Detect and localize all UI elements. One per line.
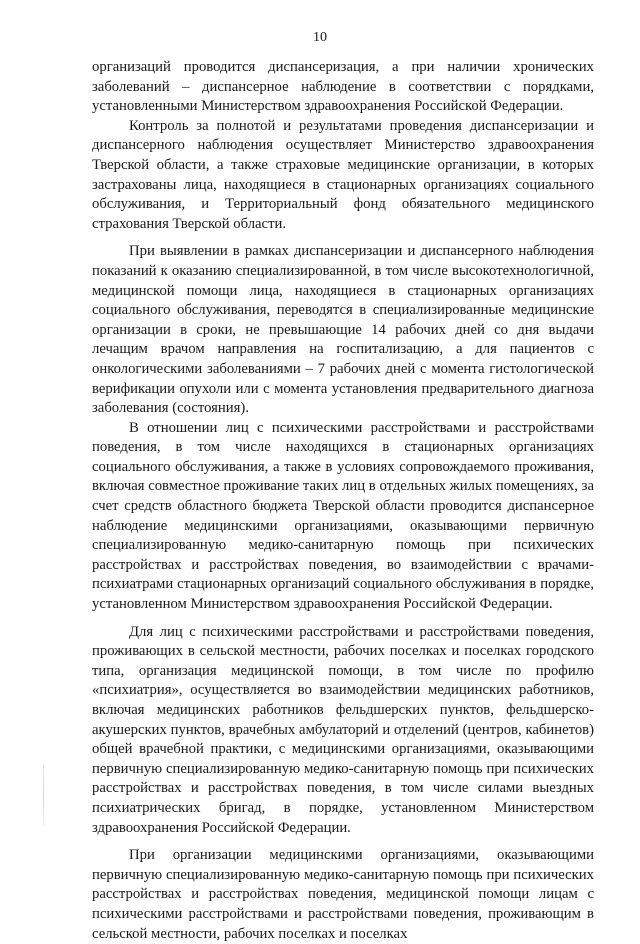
paragraph-detection: При выявлении в рамках диспансеризации и диспансерного наблюдения показаний к оказанию специализированной, в том числе высокотехнологичной, медицинской помощи лица, находящиеся в стационарных организациях социального обслуживания, переводятся в специализированные медицинские организации в сроки, не превышающие 14 рабочих дней со дня выдачи лечащим врачом направления на госпитализацию, а для пациентов с онкологическими заболеваниями – 7 рабочих дней с момента гистологической верификации опухоли или с момента установления предварительного диагноза заболевания (состояния). [92, 243, 594, 417]
scan-margin-mark [43, 765, 44, 825]
paragraph-continuation: организаций проводится диспансеризация, а при наличии хронических заболеваний – диспансерное наблюдение в соответствии с порядками, установленными Министерством здравоохранения Российской Федерации. [92, 59, 594, 115]
paragraph-rural-areas: Для лиц с психическими расстройствами и расстройствами поведения, проживающих в сельской местности, рабочих поселках и поселках городского типа, организация медицинской помощи, в том числе по профилю «психиатрия», осуществляется во взаимодействии медицинских работников, включая медицинских работников фельдшерских пунктов, фельдшерско-акушерских пунктов, врачебных амбулаторий и отделений (центров, кабинетов) общей врачебной практики, с медицинскими организациями, оказывающими первичную специализированную медико-санитарную помощь при психических расстройствах и расстройствах поведения, в том числе силами выездных психиатрических бригад, в порядке, установленном Министерством здравоохранения Российской Федерации. [92, 623, 594, 836]
page-number: 10 [313, 30, 327, 45]
paragraph-mental-disorders: В отношении лиц с психическими расстройствами и расстройствами поведения, в том числе находящихся в стационарных организациях социального обслуживания, а также в условиях сопровождаемого проживания, включая совместное проживание таких лиц в отдельных жилых помещениях, за счет средств областного бюджета Тверской области проводится диспансерное наблюдение медицинскими организациями, оказывающими первичную специализированную медико-санитарную помощь при психических расстройствах и расстройствах поведения, во взаимодействии с врачами-психиатрами стационарных организаций социального обслуживания в порядке, установленном Министерством здравоохранения Российской Федерации. [92, 419, 594, 613]
paragraph-control: Контроль за полнотой и результатами проведения диспансеризации и диспансерного наблюдения осуществляет Министерство здравоохранения Тверской области, а также страховые медицинские организации, в которых застрахованы лица, находящиеся в стационарных организациях социального обслуживания, и Территориальный фонд обязательного медицинского страхования Тверской области. [92, 117, 594, 232]
document-body [92, 58, 594, 944]
paragraph-organization: При организации медицинскими организациями, оказывающими первичную специализированную медико-санитарную помощь при психических расстройствах и расстройствах поведения, медицинской помощи лицам с психическими расстройствами и расстройствами поведения, проживающим в сельской местности, рабочих поселках и поселках [92, 847, 594, 942]
